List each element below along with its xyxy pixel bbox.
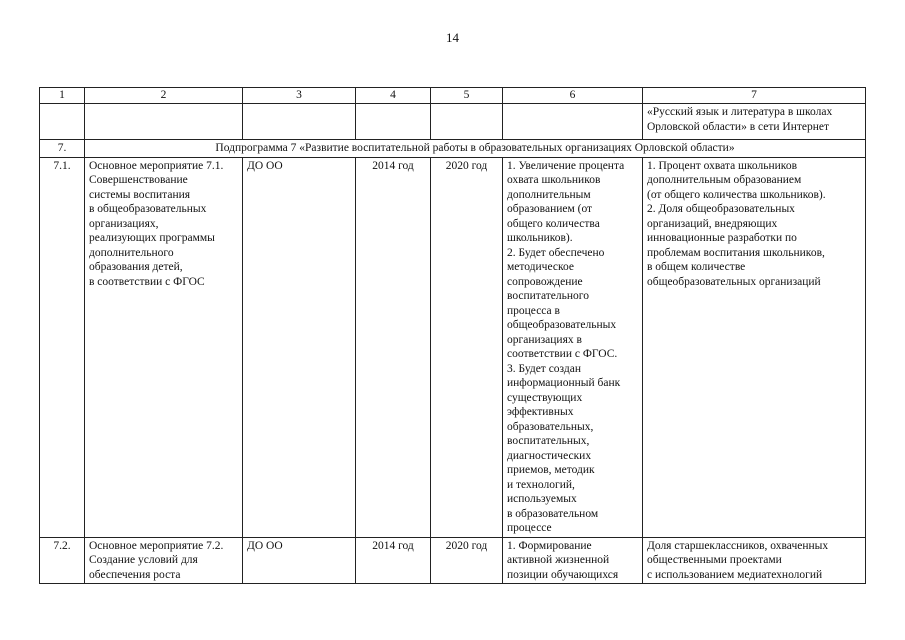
text-line: общественными проектами	[647, 554, 782, 566]
header-cell-2: 2	[85, 88, 243, 104]
text-line: в образовательном	[507, 507, 599, 520]
contd-cell-1	[40, 104, 85, 140]
executor-cell: ДО ОО	[243, 537, 356, 584]
text-line: образования детей,	[89, 261, 183, 273]
text-line: в соответствии с ФГОС	[89, 275, 205, 288]
text-line: образованием (от	[507, 203, 593, 215]
executor-cell: ДО ОО	[243, 157, 356, 537]
text-line: общеобразовательных организаций	[647, 275, 821, 288]
text-line: образовательных,	[507, 420, 594, 433]
text-line: организациях,	[89, 217, 159, 230]
subprogram-row	[40, 140, 866, 158]
text-line: и технологий,	[507, 478, 575, 491]
text-line: 2. Доля общеобразовательных	[647, 203, 795, 215]
results-cell	[503, 157, 643, 537]
subprogram-number: 7.	[40, 140, 85, 158]
end-year-cell: 2020 год	[431, 157, 503, 537]
continuation-row	[40, 104, 866, 140]
header-cell-6: 6	[503, 88, 643, 104]
text-line: школьников).	[507, 232, 573, 244]
text-line: с использованием медиатехнологий	[647, 568, 823, 581]
text-line: 1. Формирование	[507, 539, 592, 552]
text-line: Основное мероприятие 7.2.	[89, 539, 224, 552]
text-line: приемов, методик	[507, 464, 595, 476]
start-year-cell: 2014 год	[356, 537, 431, 584]
contd-cell-3	[243, 104, 356, 140]
start-year-cell: 2014 год	[356, 157, 431, 537]
text-line: дополнительным	[507, 188, 591, 201]
text-line: «Русский язык и литература в школах	[647, 106, 833, 118]
text-line: Основное мероприятие 7.1.	[89, 159, 224, 172]
contd-cell-2	[85, 104, 243, 140]
text-line: организациях в	[507, 333, 582, 346]
text-line: существующих	[507, 391, 583, 404]
text-line: инновационные разработки по	[647, 232, 797, 244]
indicators-cell	[643, 157, 866, 537]
text-line: процессе	[507, 522, 552, 534]
text-line: системы воспитания	[89, 188, 191, 201]
text-line: обеспечения роста	[89, 568, 181, 581]
header-cell-5: 5	[431, 88, 503, 104]
text-line: Доля старшеклассников, охваченных	[647, 539, 829, 552]
text-line: дополнительного	[89, 246, 174, 259]
text-line: информационный банк	[507, 377, 621, 389]
text-line: проблемам воспитания школьников,	[647, 246, 825, 259]
header-cell-4: 4	[356, 88, 431, 104]
text-line: Совершенствование	[89, 174, 188, 186]
text-line: активной жизненной	[507, 554, 610, 566]
text-line: Орловской области» в сети Интернет	[647, 120, 830, 133]
program-table	[39, 87, 866, 584]
contd-cell-4	[356, 104, 431, 140]
text-line: Создание условий для	[89, 554, 198, 566]
indicators-cell	[643, 537, 866, 584]
text-line: общего количества	[507, 217, 600, 230]
text-line: соответствии с ФГОС.	[507, 348, 618, 360]
text-line: используемых	[507, 493, 577, 505]
text-line: эффективных	[507, 406, 574, 418]
contd-cell-5	[431, 104, 503, 140]
header-row	[40, 88, 866, 104]
header-cell-7: 7	[643, 88, 866, 104]
text-line: дополнительным образованием	[647, 174, 802, 186]
activity-cell	[85, 537, 243, 584]
end-year-cell: 2020 год	[431, 537, 503, 584]
text-line: (от общего количества школьников).	[647, 188, 826, 201]
text-line: позиции обучающихся	[507, 568, 619, 581]
text-line: методическое	[507, 261, 574, 273]
results-cell	[503, 537, 643, 584]
contd-cell-6	[503, 104, 643, 140]
text-line: диагностических	[507, 449, 592, 462]
text-line: воспитательных,	[507, 435, 590, 447]
table-row	[40, 157, 866, 537]
text-line: 1. Процент охвата школьников	[647, 159, 797, 172]
row-number: 7.1.	[40, 157, 85, 537]
text-line: реализующих программы	[89, 232, 215, 244]
text-line: воспитательного	[507, 290, 589, 302]
page-number: 14	[446, 30, 459, 45]
text-line: в общем количестве	[647, 261, 746, 273]
table-row	[40, 537, 866, 584]
activity-cell	[85, 157, 243, 537]
text-line: 3. Будет создан	[507, 362, 581, 375]
subprogram-title: Подпрограмма 7 «Развитие воспитательной работы в образовательных организациях Орловской области»	[85, 140, 866, 158]
text-line: сопровождение	[507, 275, 583, 288]
text-line: общеобразовательных	[507, 319, 617, 331]
text-line: 2. Будет обеспечено	[507, 246, 605, 259]
text-line: охвата школьников	[507, 174, 601, 186]
text-line: в общеобразовательных	[89, 203, 207, 215]
header-cell-3: 3	[243, 88, 356, 104]
row-number: 7.2.	[40, 537, 85, 584]
text-line: процесса в	[507, 304, 560, 317]
text-line: 1. Увеличение процента	[507, 159, 625, 172]
text-line: организаций, внедряющих	[647, 217, 778, 230]
contd-indicator-cell	[643, 104, 866, 140]
header-cell-1: 1	[40, 88, 85, 104]
